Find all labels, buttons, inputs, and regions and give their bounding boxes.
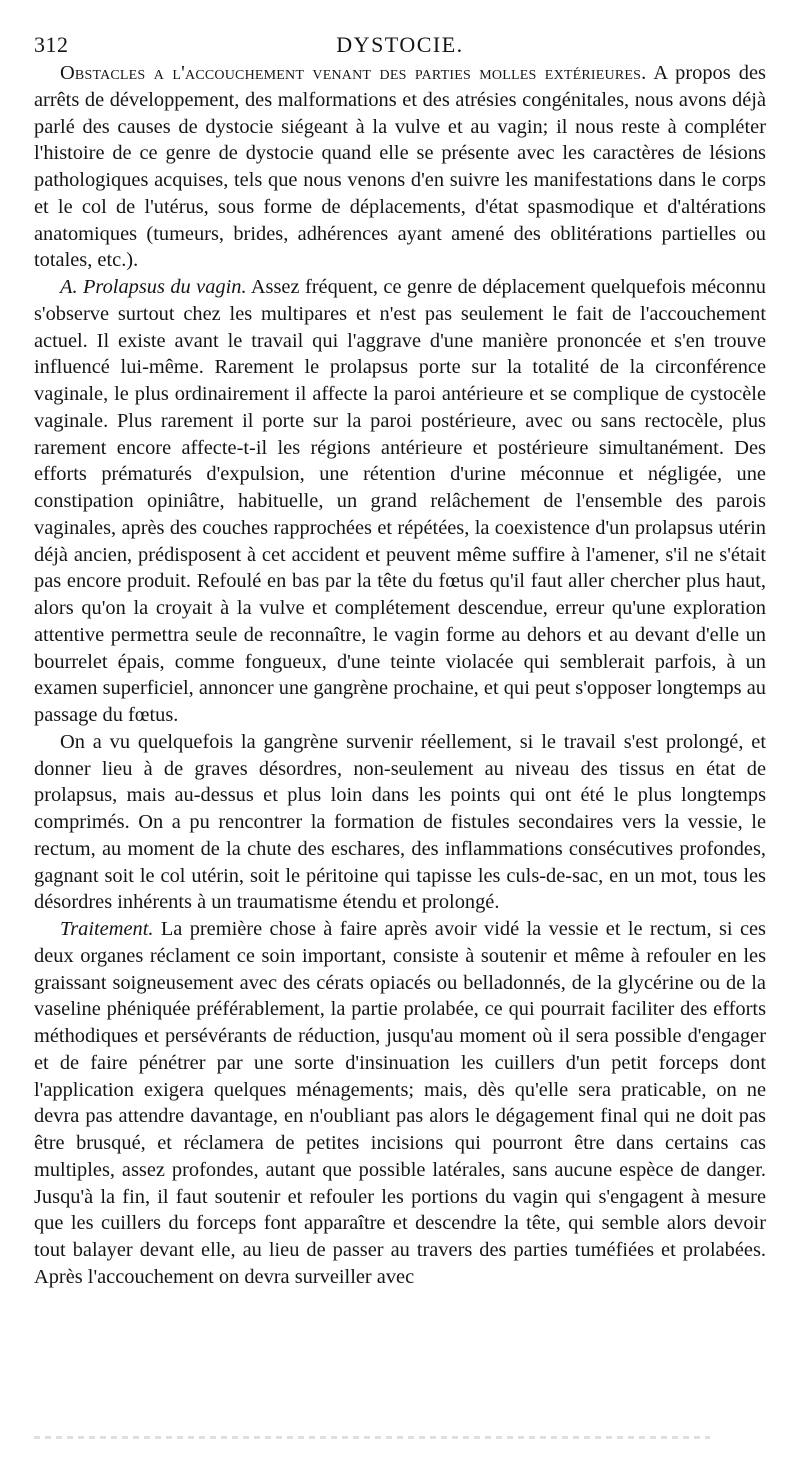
section-heading-traitement: Traitement.	[60, 918, 154, 940]
paragraph-gangrene	[34, 729, 766, 916]
paragraph-obstacles	[34, 60, 766, 274]
section-heading-prolapsus: A. Prolapsus du vagin.	[60, 276, 247, 298]
running-head	[34, 26, 766, 60]
page-number: 312	[34, 32, 69, 57]
paragraph-traitement	[34, 916, 766, 1291]
paragraph-prolapsus	[34, 274, 766, 729]
body-text	[34, 60, 766, 1291]
faint-bleed-through-line	[34, 1436, 710, 1439]
document-page	[34, 26, 766, 1291]
paragraph-text: A propos des arrêts de développement, des malformations et des atrésies congénitales, nous avons déjà parlé des causes de dystocie siégeant à la vulve et au vagin; il nous reste à compléter l'histoire de ce genre de dystocie quand elle se présente avec les caractères de lésions pathologiques acquises, tels que nous venons d'en suivre les manifestations dans le corps et le col de l'utérus, sous forme de déplacements, d'état spasmodique et d'altérations anatomiques (tumeurs, brides, adhérences ayant amené des oblitérations partielles ou totales, etc.).	[34, 62, 766, 272]
paragraph-text: La première chose à faire après avoir vidé la vessie et le rectum, si ces deux organes réclament ce soin important, consiste à soutenir et même à refouler en les graissant soigneusement avec des cérats opiacés ou belladonnés, de la glycérine ou de la vaseline phéniquée préférablement, la partie prolabée, ce qui pourrait faciliter des efforts méthodiques et persévérants de réduction, jusqu'au moment où il sera possible d'engager et de faire pénétrer par une sorte d'insinuation les cuillers d'un petit forceps dont l'application exigera quelques ménagements; mais, dès qu'elle sera praticable, on ne devra pas attendre davantage, en n'oubliant pas alors le dégagement final qui ne doit pas être brusqué, et réclamera de petites incisions qui pourront être dans certains cas multiples, assez profondes, autant que possible latérales, sans aucune espèce de danger. Jusqu'à la fin, il faut soutenir et refouler les portions du vagin qui s'engagent à mesure que les cuillers du forceps font apparaître et descendre la tête, qui semble alors devoir tout balayer devant elle, au lieu de passer au travers des parties tuméfiées et prolabées. Après l'accouchement on devra surveiller avec	[34, 918, 766, 1288]
section-heading-obstacles: Obstacles a l'accouchement venant des parties molles extérieures.	[60, 62, 647, 84]
page-title: DYSTOCIE.	[336, 32, 464, 57]
paragraph-text: Assez fréquent, ce genre de déplacement quelquefois méconnu s'observe surtout chez les multipares et n'est pas seulement le fait de l'accouchement actuel. Il existe avant le travail qui l'aggrave d'une manière prononcée et s'en trouve influencé lui-même. Rarement le prolapsus porte sur la totalité de la circonférence vaginale, le plus ordinairement il affecte la paroi antérieure et se complique de cystocèle vaginale. Plus rarement il porte sur la paroi postérieure, avec ou sans rectocèle, plus rarement encore affecte-t-il les régions antérieure et postérieure simultanément. Des efforts prématurés d'expulsion, une rétention d'urine méconnue et négligée, une constipation opiniâtre, habituelle, un grand relâchement de l'ensemble des parois vaginales, après des couches rapprochées et répétées, la coexistence d'un prolapsus utérin déjà ancien, prédisposent à cet accident et peuvent même suffire à l'amener, s'il ne s'était pas encore produit. Refoulé en bas par la tête du fœtus qu'il faut aller chercher plus haut, alors qu'on la croyait à la vulve et complétement descendue, erreur qu'une exploration attentive permettra seule de reconnaître, le vagin forme au dehors et au devant d'elle un bourrelet épais, comme fongueux, d'une teinte violacée qui semblerait parfois, à un examen superficiel, annoncer une gangrène prochaine, et qui peut s'opposer longtemps au passage du fœtus.	[34, 276, 766, 726]
paragraph-text: On a vu quelquefois la gangrène survenir réellement, si le travail s'est prolongé, et donner lieu à de graves désordres, non-seulement au niveau des tissus en état de prolapsus, mais au-dessus et plus loin dans les points qui ont été le plus longtemps comprimés. On a pu rencontrer la formation de fistules secondaires vers la vessie, le rectum, au moment de la chute des eschares, des inflammations consécutives profondes, gagnant soit le col utérin, soit le péritoine qui tapisse les culs-de-sac, en un mot, tous les désordres inhérents à un traumatisme étendu et prolongé.	[34, 730, 766, 914]
